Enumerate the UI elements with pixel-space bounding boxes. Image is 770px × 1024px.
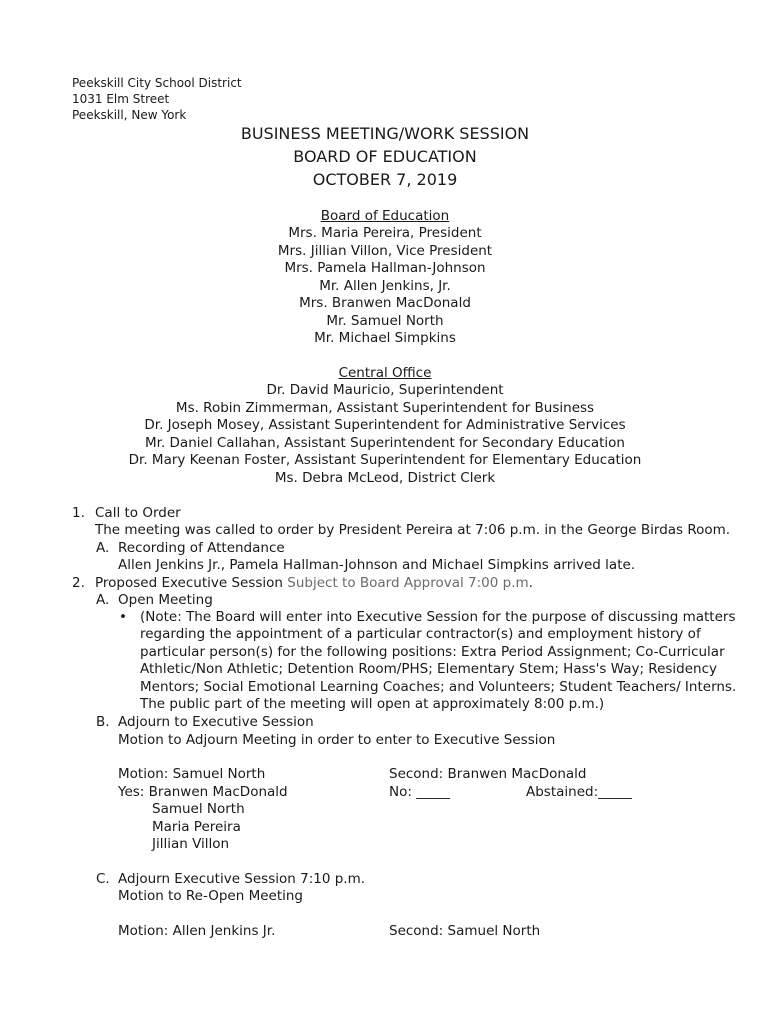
bullet-note bbox=[140, 609, 740, 713]
motion-by: Motion: Samuel North bbox=[118, 766, 266, 782]
abstained-votes: Abstained:_____ bbox=[526, 784, 632, 800]
item-title-end: . bbox=[528, 575, 533, 591]
yes-voter: Maria Pereira bbox=[152, 819, 241, 835]
yes-voter: Jillian Villon bbox=[152, 836, 230, 852]
central-office-member: Dr. David Mauricio, Superintendent bbox=[266, 382, 504, 398]
item-title: Call to Order bbox=[95, 505, 181, 521]
item-title-line bbox=[95, 575, 533, 591]
subitem-title: Adjourn to Executive Session bbox=[118, 714, 314, 730]
subitem-letter: A. bbox=[96, 540, 110, 556]
bullet-line: The public part of the meeting will open at approximately 8:00 p.m.) bbox=[140, 696, 605, 713]
bullet-line: (Note: The Board will enter into Executive Session for the purpose of discussing matters bbox=[140, 609, 736, 625]
bullet-marker: • bbox=[119, 609, 127, 625]
board-member: Mr. Samuel North bbox=[326, 313, 444, 329]
central-office-member: Dr. Joseph Mosey, Assistant Superintendent for Administrative Services bbox=[144, 417, 626, 433]
subitem-letter: A. bbox=[96, 592, 110, 608]
second-by: Second: Samuel North bbox=[389, 923, 541, 939]
yes-voter: Samuel North bbox=[152, 801, 245, 817]
subitem-text: Allen Jenkins Jr., Pamela Hallman-Johnson and Michael Simpkins arrived late. bbox=[118, 557, 636, 573]
subitem-letter: C. bbox=[96, 871, 110, 887]
bullet-line: Athletic/Non Athletic; Detention Room/PHS; Elementary Stem; Hass's Way; Residency bbox=[140, 661, 718, 678]
meeting-date: OCTOBER 7, 2019 bbox=[312, 170, 458, 189]
district-name: Peekskill City School District bbox=[72, 76, 242, 90]
central-office-member: Dr. Mary Keenan Foster, Assistant Superintendent for Elementary Education bbox=[128, 452, 642, 468]
board-member: Mrs. Jillian Villon, Vice President bbox=[277, 243, 493, 259]
subitem-text: Motion to Re-Open Meeting bbox=[118, 888, 304, 904]
district-street: 1031 Elm Street bbox=[72, 92, 170, 106]
bullet-line: Mentors; Social Emotional Learning Coaches; and Volunteers; Student Teachers/ Interns. bbox=[140, 678, 737, 695]
central-office-member: Mr. Daniel Callahan, Assistant Superintendent for Secondary Education bbox=[145, 435, 625, 451]
no-votes: No: _____ bbox=[389, 784, 450, 800]
subitem-title: Recording of Attendance bbox=[118, 540, 285, 556]
board-member: Mrs. Maria Pereira, President bbox=[288, 225, 482, 241]
central-office-member: Ms. Robin Zimmerman, Assistant Superintendent for Business bbox=[175, 400, 595, 416]
second-by: Second: Branwen MacDonald bbox=[389, 766, 587, 782]
board-title: BOARD OF EDUCATION bbox=[293, 147, 477, 166]
board-member: Mrs. Branwen MacDonald bbox=[299, 295, 471, 311]
item-title: Proposed Executive Session bbox=[95, 575, 283, 591]
subitem-text: Motion to Adjourn Meeting in order to enter to Executive Session bbox=[118, 732, 556, 748]
item-text: The meeting was called to order by President Pereira at 7:06 p.m. in the George Birdas Room. bbox=[95, 522, 731, 538]
board-member: Mrs. Pamela Hallman-Johnson bbox=[284, 260, 486, 276]
item-number: 2. bbox=[72, 575, 85, 591]
central-office-member: Ms. Debra McLeod, District Clerk bbox=[274, 470, 496, 486]
subitem-title: Adjourn Executive Session 7:10 p.m. bbox=[118, 871, 366, 887]
subitem-letter: B. bbox=[96, 714, 110, 730]
board-member: Mr. Michael Simpkins bbox=[314, 330, 456, 346]
motion-by: Motion: Allen Jenkins Jr. bbox=[118, 923, 276, 939]
board-member: Mr. Allen Jenkins, Jr. bbox=[319, 278, 451, 294]
subitem-title: Open Meeting bbox=[118, 592, 213, 608]
bullet-line: regarding the appointment of a particular contractor(s) and employment history of bbox=[140, 626, 701, 643]
board-heading: Board of Education bbox=[320, 208, 450, 224]
yes-votes: Yes: Branwen MacDonald bbox=[118, 784, 288, 800]
item-title-note: Subject to Board Approval 7:00 p.m bbox=[287, 575, 529, 591]
item-number: 1. bbox=[72, 505, 85, 521]
meeting-title: BUSINESS MEETING/WORK SESSION bbox=[240, 124, 530, 143]
central-office-heading: Central Office bbox=[338, 365, 432, 381]
bullet-line: particular person(s) for the following positions: Extra Period Assignment; Co-Curricular bbox=[140, 643, 725, 660]
district-city: Peekskill, New York bbox=[72, 108, 187, 122]
